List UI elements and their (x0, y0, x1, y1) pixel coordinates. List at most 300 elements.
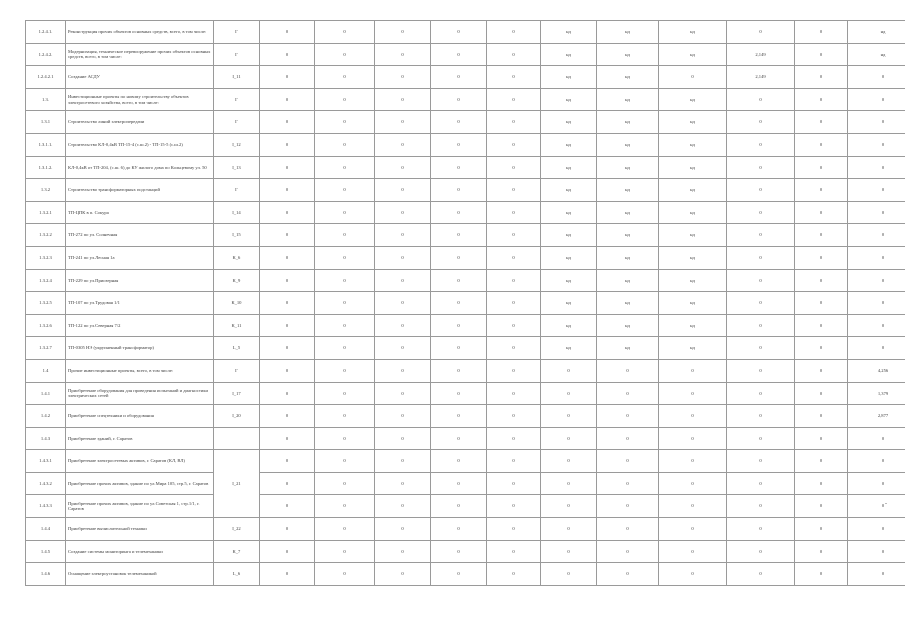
row-value: нд (597, 43, 659, 66)
row-value: нд (541, 133, 597, 156)
row-value: 0 (315, 518, 375, 541)
row-id: L_6 (214, 563, 260, 586)
row-name: Оснащение электроустановок телемеханикой (66, 563, 214, 586)
row-value: нд (597, 156, 659, 179)
table-row (26, 405, 905, 428)
row-value: 0 (727, 224, 795, 247)
table-row (26, 495, 905, 518)
row-value: 0 (659, 450, 727, 473)
row-value: 0 (260, 540, 315, 563)
table-row (26, 201, 905, 224)
row-value: 0 (431, 246, 487, 269)
row-value: нд (848, 21, 905, 44)
row-code: 1.4.1 (26, 382, 66, 405)
row-value: 0 (795, 450, 848, 473)
row-name: Строительство трансформаторных подстанций (66, 179, 214, 202)
table-row (26, 66, 905, 89)
row-value: нд (541, 179, 597, 202)
row-value: нд (659, 179, 727, 202)
row-value: 0 (848, 563, 905, 586)
row-name: ТП-229 по ул.Приозерная (66, 269, 214, 292)
row-value: 0 (315, 292, 375, 315)
row-value: 0 (375, 21, 431, 44)
row-value: 0 (487, 133, 541, 156)
row-value: 0 (431, 133, 487, 156)
row-value: 0 (848, 495, 905, 518)
row-value: 0 (487, 495, 541, 518)
row-value: нд (597, 133, 659, 156)
row-value: нд (597, 21, 659, 44)
row-value: 0 (795, 405, 848, 428)
row-id: Г (214, 21, 260, 44)
row-name: Приобретение электросетевых активов, г. Саратов (КЛ, ВЛ) (66, 450, 214, 473)
row-value: 0 (315, 563, 375, 586)
row-value: 0 (260, 224, 315, 247)
row-value: 0 (260, 427, 315, 450)
row-value: 0 (659, 405, 727, 428)
row-value: 0 (487, 292, 541, 315)
row-value: 0 (431, 359, 487, 382)
table-row (26, 269, 905, 292)
row-value: 0 (597, 472, 659, 495)
row-value: 0 (315, 359, 375, 382)
table-row (26, 179, 905, 202)
row-value: 0 (315, 21, 375, 44)
row-value: 0 (431, 518, 487, 541)
row-value: 0 (848, 427, 905, 450)
row-value: 0 (795, 563, 848, 586)
row-value: 0 (375, 269, 431, 292)
row-code: 1.4.5 (26, 540, 66, 563)
row-value: 0 (487, 156, 541, 179)
row-value: 0 (597, 540, 659, 563)
row-value: 0 (315, 156, 375, 179)
row-value: нд (541, 201, 597, 224)
table-row (26, 224, 905, 247)
row-code: 1.3. (26, 88, 66, 111)
row-value: 0 (597, 518, 659, 541)
row-name: Приобретение зданий, г. Саратов (66, 427, 214, 450)
row-value: нд (541, 224, 597, 247)
row-value: 0 (727, 246, 795, 269)
row-value: 0 (597, 563, 659, 586)
row-value: 0 (431, 224, 487, 247)
row-value: 0 (375, 472, 431, 495)
row-value: 0 (315, 269, 375, 292)
table-row (26, 427, 905, 450)
row-value: 0 (431, 472, 487, 495)
row-code: 1.4.4 (26, 518, 66, 541)
row-name: Прочие инвестиционные проекты, всего, в том числе: (66, 359, 214, 382)
row-id: I_13 (214, 156, 260, 179)
row-value: 0 (260, 179, 315, 202)
row-name: КЛ-0,4кВ от ТП-204, (с.ш. 6) до КУ жилого дома по Кольцевому ул. 50 (66, 156, 214, 179)
row-value: 0 (487, 269, 541, 292)
row-value: 0 (487, 201, 541, 224)
row-value: 0 (795, 66, 848, 89)
row-value: 0 (487, 224, 541, 247)
row-value: 0 (375, 337, 431, 360)
row-value: 0 (260, 314, 315, 337)
row-code: 1.4 (26, 359, 66, 382)
row-value: нд (597, 314, 659, 337)
row-value: 0 (375, 518, 431, 541)
row-value: 0 (260, 405, 315, 428)
row-name: ТП-0305 НЭ (укрупненный трансформатор) (66, 337, 214, 360)
row-value: 2,149 (727, 66, 795, 89)
row-value: 0 (375, 246, 431, 269)
row-value: 0 (727, 133, 795, 156)
row-value: нд (541, 314, 597, 337)
row-value: 0 (659, 540, 727, 563)
row-value: 0 (375, 405, 431, 428)
row-value: 0 (487, 21, 541, 44)
row-id: К_6 (214, 246, 260, 269)
row-value: 0 (431, 427, 487, 450)
row-name: Строительство линий электропередачи (66, 111, 214, 134)
row-value: 0 (848, 201, 905, 224)
row-value: нд (659, 269, 727, 292)
row-value: 0 (431, 21, 487, 44)
row-value: 0 (315, 314, 375, 337)
table-row (26, 133, 905, 156)
row-name: Создание АСДУ (66, 66, 214, 89)
row-name: Модернизация, техническое перевооружение прочих объектов основных средств, всего, в том числе: (66, 43, 214, 66)
row-value: 0 (727, 563, 795, 586)
row-id: К_9 (214, 269, 260, 292)
row-value: 0 (727, 382, 795, 405)
row-value: 0 (431, 382, 487, 405)
row-value: 0 (795, 43, 848, 66)
row-value: 0 (541, 382, 597, 405)
row-value: 0 (315, 246, 375, 269)
data-table (25, 20, 905, 586)
row-value: 0 (795, 201, 848, 224)
row-value: 0 (848, 179, 905, 202)
row-value: нд (541, 246, 597, 269)
row-value: 0 (727, 21, 795, 44)
row-value: 0 (659, 382, 727, 405)
row-value: нд (659, 292, 727, 315)
row-value: 0 (727, 201, 795, 224)
row-value: 0 (315, 88, 375, 111)
row-value: 0 (795, 314, 848, 337)
row-value: 0 (727, 314, 795, 337)
row-value: 0 (487, 518, 541, 541)
row-value: 0 (260, 111, 315, 134)
row-value: 0 (260, 201, 315, 224)
row-value: 0 (260, 66, 315, 89)
row-value: 0 (260, 359, 315, 382)
row-value: 0 (848, 518, 905, 541)
row-value: 0 (431, 405, 487, 428)
row-value: нд (659, 111, 727, 134)
row-value: 0 (795, 292, 848, 315)
row-value: 0 (375, 201, 431, 224)
row-value: 0 (315, 495, 375, 518)
row-value: 0 (659, 518, 727, 541)
row-code: 1.3.1.1. (26, 133, 66, 156)
row-value: 0 (727, 111, 795, 134)
row-value: 0 (727, 179, 795, 202)
row-value: 0 (431, 88, 487, 111)
row-value: 0 (375, 292, 431, 315)
row-value: 0 (315, 66, 375, 89)
table-row (26, 563, 905, 586)
row-value: 0 (375, 563, 431, 586)
row-value: 0 (597, 359, 659, 382)
row-value: 0 (541, 518, 597, 541)
row-value: нд (541, 292, 597, 315)
row-value: 0 (260, 472, 315, 495)
row-value: 0 (375, 43, 431, 66)
row-value: 0 (315, 337, 375, 360)
row-value: 0 (659, 472, 727, 495)
row-value: 0 (431, 269, 487, 292)
row-value: 0 (795, 337, 848, 360)
row-value: 0 (597, 382, 659, 405)
row-value: 0 (795, 179, 848, 202)
table-row (26, 156, 905, 179)
row-value: 0 (487, 43, 541, 66)
row-id: Г (214, 111, 260, 134)
row-value: 0 (848, 472, 905, 495)
row-value: 0 (431, 66, 487, 89)
row-name: ТП-107 по ул.Трудовая 1/1 (66, 292, 214, 315)
row-code: 1.2.4.2.1 (26, 66, 66, 89)
row-value: 0 (727, 359, 795, 382)
row-value: 0 (848, 540, 905, 563)
table-row (26, 246, 905, 269)
row-value: 0 (375, 382, 431, 405)
row-value: 0 (315, 405, 375, 428)
table-row (26, 359, 905, 382)
row-value: 0 (659, 563, 727, 586)
row-code: 1.4.3.3 (26, 495, 66, 518)
row-value: 0 (795, 156, 848, 179)
row-name: ТП-ЦПК в п. Сокура (66, 201, 214, 224)
table-row (26, 292, 905, 315)
row-value: нд (597, 246, 659, 269)
row-value: 0 (431, 563, 487, 586)
row-value: нд (659, 337, 727, 360)
row-code: 1.3.2.1 (26, 201, 66, 224)
row-name: Строительство КЛ-0,4кВ ТП-15-4 (с.ш.2) - ТП-15-5 (с.ш.2) (66, 133, 214, 156)
row-value: 0 (659, 359, 727, 382)
row-code: 1.2.4.2. (26, 43, 66, 66)
row-value: 0 (260, 88, 315, 111)
investment-program-table (25, 20, 889, 586)
row-value: 0 (315, 179, 375, 202)
row-value: 0 (795, 21, 848, 44)
row-value: 4,256 (848, 359, 905, 382)
row-value: 0 (795, 359, 848, 382)
row-value: 0 (848, 156, 905, 179)
row-code: 1.4.3.2 (26, 472, 66, 495)
row-value: 0 (795, 269, 848, 292)
row-value: нд (541, 337, 597, 360)
row-value: 0 (260, 495, 315, 518)
row-value: 0 (260, 292, 315, 315)
row-name: Приобретение оборудования для проведения испытаний и диагностики электрических сетей (66, 382, 214, 405)
row-value: 0 (487, 179, 541, 202)
row-value: 0 (487, 246, 541, 269)
row-value: 0 (487, 359, 541, 382)
row-value: 0 (727, 518, 795, 541)
row-value: 0 (727, 540, 795, 563)
row-code: 1.4.3 (26, 427, 66, 450)
table-row (26, 21, 905, 44)
row-value: 0 (431, 314, 487, 337)
row-code: 1.3.2.6 (26, 314, 66, 337)
row-value: 0 (795, 133, 848, 156)
row-value: 0 (375, 133, 431, 156)
row-value: 0 (541, 495, 597, 518)
row-value: 0 (431, 495, 487, 518)
row-value: нд (597, 292, 659, 315)
row-value: 0 (727, 337, 795, 360)
row-value: 0 (659, 66, 727, 89)
row-value: 0 (260, 246, 315, 269)
row-value: 0 (727, 472, 795, 495)
row-value: 0 (848, 224, 905, 247)
row-value: 1,379 (848, 382, 905, 405)
row-name: Реконструкция прочих объектов основных средств, всего, в том числе: (66, 21, 214, 44)
row-value: 0 (848, 66, 905, 89)
row-value: 0 (487, 405, 541, 428)
row-value: 0 (375, 314, 431, 337)
row-id: I_15 (214, 224, 260, 247)
table-row (26, 472, 905, 495)
row-value: 0 (848, 450, 905, 473)
row-value: 0 (487, 337, 541, 360)
table-row (26, 540, 905, 563)
row-name: ТП-122 по ул.Северная 7/2 (66, 314, 214, 337)
row-value: 0 (541, 359, 597, 382)
row-id: I_22 (214, 518, 260, 541)
row-id: К_11 (214, 314, 260, 337)
row-value: 0 (375, 156, 431, 179)
row-value: 0 (795, 224, 848, 247)
row-value: 0 (795, 472, 848, 495)
row-value: 0 (727, 450, 795, 473)
row-value: 0 (659, 427, 727, 450)
row-value: 0 (597, 495, 659, 518)
row-name: Инвестиционные проекты по новому строительству объектов электросетевого хозяйства, всего, в том числе: (66, 88, 214, 111)
row-value: 0 (431, 179, 487, 202)
row-value: 0 (260, 450, 315, 473)
row-value: нд (541, 88, 597, 111)
row-value: 0 (727, 269, 795, 292)
row-value: 0 (795, 111, 848, 134)
row-value: нд (597, 269, 659, 292)
row-code: 1.3.2.3 (26, 246, 66, 269)
row-value: 0 (541, 540, 597, 563)
row-value: 0 (375, 111, 431, 134)
row-value: нд (541, 156, 597, 179)
row-value: 0 (848, 111, 905, 134)
row-value: 0 (727, 88, 795, 111)
row-value: 0 (848, 314, 905, 337)
table-body (26, 21, 905, 586)
row-id: I_17 (214, 382, 260, 405)
row-value: 0 (315, 450, 375, 473)
row-value: 0 (487, 563, 541, 586)
row-value: 0 (487, 66, 541, 89)
row-id: I_20 (214, 405, 260, 428)
row-value: 0 (260, 43, 315, 66)
row-name: ТП-272 по ул. Солнечная (66, 224, 214, 247)
row-value: 2,877 (848, 405, 905, 428)
row-value: 0 (848, 292, 905, 315)
row-value: 0 (848, 337, 905, 360)
row-name: Приобретение прочих активов, здание по ул.Мира 105, стр.5, г. Саратов (66, 472, 214, 495)
row-value: нд (541, 21, 597, 44)
row-value: 0 (260, 382, 315, 405)
row-code: 1.4.3.1 (26, 450, 66, 473)
row-name: Приобретение спецтехники и оборудования (66, 405, 214, 428)
row-value: 0 (375, 450, 431, 473)
row-value: 0 (795, 382, 848, 405)
row-value: 0 (431, 540, 487, 563)
table-row (26, 518, 905, 541)
table-row (26, 43, 905, 66)
row-value: 0 (848, 269, 905, 292)
table-row (26, 88, 905, 111)
row-value: 0 (260, 518, 315, 541)
row-id: К_7 (214, 540, 260, 563)
row-name: Создание системы мониторинга и телемеханики (66, 540, 214, 563)
row-value: 0 (487, 427, 541, 450)
row-value: 0 (727, 427, 795, 450)
row-value: 0 (795, 518, 848, 541)
row-value: 0 (375, 359, 431, 382)
row-code: 1.4.6 (26, 563, 66, 586)
row-value: 0 (431, 156, 487, 179)
row-value: нд (597, 224, 659, 247)
row-code: 1.3.2 (26, 179, 66, 202)
row-id: Г (214, 43, 260, 66)
table-row (26, 337, 905, 360)
row-code: 1.3.1.2. (26, 156, 66, 179)
row-code: 1.4.2 (26, 405, 66, 428)
row-value: нд (659, 133, 727, 156)
row-value: 0 (597, 405, 659, 428)
row-value: 0 (541, 450, 597, 473)
row-value: нд (597, 179, 659, 202)
row-value: 0 (375, 179, 431, 202)
row-value: 0 (315, 111, 375, 134)
row-code: 1.3.2.7 (26, 337, 66, 360)
row-value: 0 (375, 224, 431, 247)
row-value: нд (659, 156, 727, 179)
row-value: 0 (431, 292, 487, 315)
row-value: 0 (487, 540, 541, 563)
table-row (26, 382, 905, 405)
row-value: 0 (375, 540, 431, 563)
row-value: 0 (375, 66, 431, 89)
row-id: I_21 (214, 450, 260, 518)
row-value: нд (659, 246, 727, 269)
row-id: Г (214, 88, 260, 111)
row-value: нд (541, 269, 597, 292)
row-value: 0 (487, 88, 541, 111)
row-name: Приобретение прочих активов, здание по ул.Советская 1, стр.1/1, г. Саратов (66, 495, 214, 518)
row-value: 0 (795, 427, 848, 450)
row-value: 0 (541, 405, 597, 428)
table-row (26, 111, 905, 134)
row-value: 0 (431, 111, 487, 134)
